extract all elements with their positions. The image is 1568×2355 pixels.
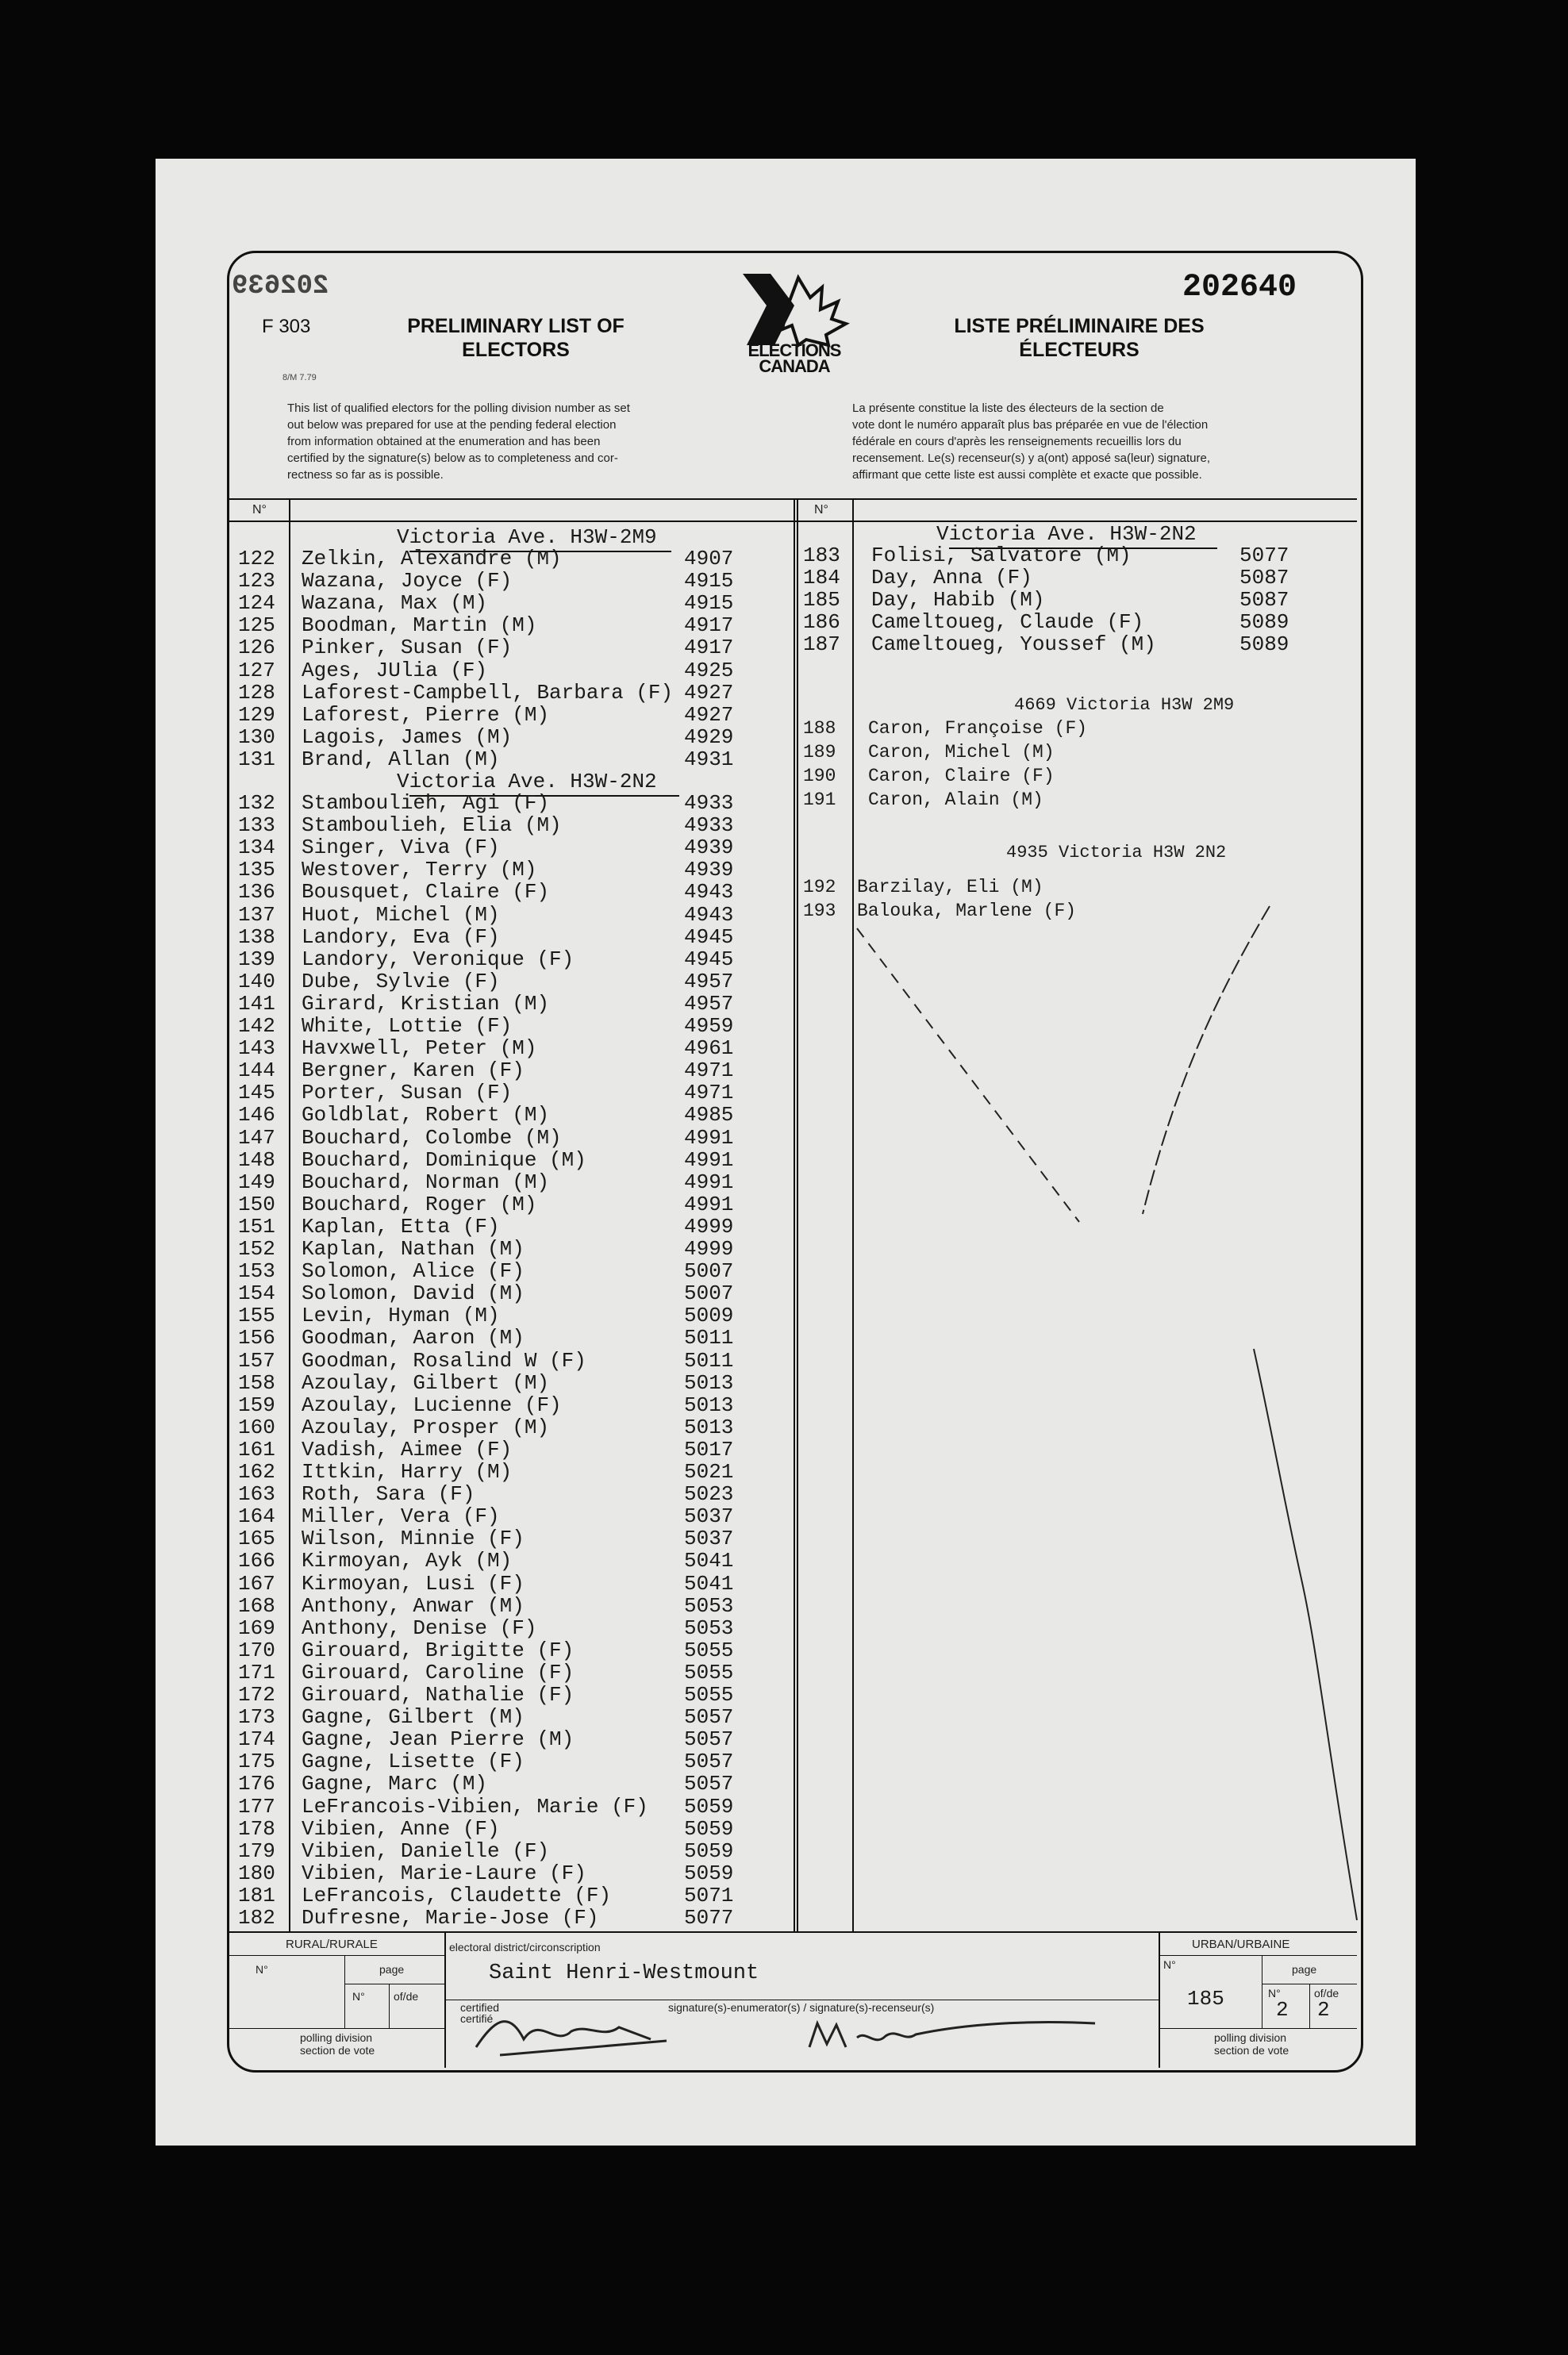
elector-number: 131 <box>238 747 275 771</box>
elector-number: 125 <box>238 613 275 638</box>
elector-address: 5053 <box>684 1593 734 1618</box>
urban-of-value: 2 <box>1317 1998 1330 2022</box>
elector-number: 122 <box>238 547 275 571</box>
elector-name: Huot, Michel (M) <box>302 902 500 927</box>
elector-address: 5077 <box>684 1906 734 1930</box>
elector-name: Caron, Alain (M) <box>868 789 1043 810</box>
elector-number: 151 <box>238 1214 275 1239</box>
elector-name: Vibien, Danielle (F) <box>302 1838 550 1863</box>
elector-address: 4945 <box>684 947 734 971</box>
elector-number: 149 <box>238 1170 275 1194</box>
elector-name: Brand, Allan (M) <box>302 747 500 771</box>
elector-name: Westover, Terry (M) <box>302 858 537 882</box>
elector-number: 158 <box>238 1370 275 1395</box>
elector-address: 5037 <box>684 1504 734 1529</box>
elector-name: Bouchard, Dominique (M) <box>302 1147 586 1172</box>
elector-number: 130 <box>238 724 275 749</box>
elector-address: 5057 <box>684 1727 734 1752</box>
elector-name: Barzilay, Eli (M) <box>857 877 1043 897</box>
elector-name: Stamboulieh, Agi (F) <box>302 791 550 815</box>
elector-name: Goldblat, Robert (M) <box>302 1103 550 1128</box>
elector-number: 193 <box>803 901 836 921</box>
elector-address: 4991 <box>684 1170 734 1194</box>
elector-address: 5007 <box>684 1281 734 1306</box>
elector-address: 5059 <box>684 1816 734 1841</box>
elector-address: 4933 <box>684 791 734 815</box>
elector-name: Azoulay, Prosper (M) <box>302 1415 550 1439</box>
elector-address: 5087 <box>1239 566 1289 590</box>
elector-name: Havxwell, Peter (M) <box>302 1036 537 1061</box>
no-label-right: N° <box>814 503 828 517</box>
note-line: rectness so far as is possible. <box>287 468 444 482</box>
note-line: fédérale en cours d'après les renseignements recueillis lors du <box>852 435 1182 448</box>
elector-number: 165 <box>238 1527 275 1551</box>
elector-name: Azoulay, Gilbert (M) <box>302 1370 550 1395</box>
rural-page-no-label: N° <box>352 1990 365 2003</box>
elector-address: 5041 <box>684 1571 734 1596</box>
elector-address: 5089 <box>1239 610 1289 635</box>
elector-name: Ittkin, Harry (M) <box>302 1460 513 1484</box>
elector-name: Azoulay, Lucienne (F) <box>302 1393 562 1417</box>
urban-of-label: of/de <box>1314 1987 1339 2000</box>
elector-name: Gagne, Lisette (F) <box>302 1750 525 1774</box>
elector-address: 4907 <box>684 547 734 571</box>
elector-address: 5053 <box>684 1615 734 1640</box>
elector-address: 4933 <box>684 813 734 838</box>
elector-name: Goodman, Rosalind W (F) <box>302 1348 586 1373</box>
elector-name: Wazana, Max (M) <box>302 591 488 616</box>
elector-number: 132 <box>238 791 275 815</box>
elector-address: 4927 <box>684 702 734 727</box>
elector-number: 162 <box>238 1460 275 1484</box>
elector-name: Bouchard, Norman (M) <box>302 1170 550 1194</box>
elector-name: Miller, Vera (F) <box>302 1504 500 1529</box>
elector-number: 148 <box>238 1147 275 1172</box>
signature-label: signature(s)-enumerator(s) / signature(s)-recenseur(s) <box>668 2001 935 2014</box>
elector-number: 160 <box>238 1415 275 1439</box>
elector-address: 5055 <box>684 1660 734 1685</box>
elector-name: Kirmoyan, Lusi (F) <box>302 1571 525 1596</box>
elector-number: 185 <box>803 588 840 613</box>
title-fr-line1: LISTE PRÉLIMINAIRE DES <box>954 315 1205 337</box>
elector-number: 168 <box>238 1593 275 1618</box>
elector-number: 147 <box>238 1125 275 1150</box>
elector-name: Dube, Sylvie (F) <box>302 969 500 993</box>
elector-address: 4915 <box>684 591 734 616</box>
elector-number: 137 <box>238 902 275 927</box>
elector-name: Stamboulieh, Elia (M) <box>302 813 562 838</box>
elector-address: 5023 <box>684 1482 734 1507</box>
elector-address: 4991 <box>684 1192 734 1216</box>
urban-page-label: page <box>1292 1963 1317 1976</box>
elector-address: 5059 <box>684 1838 734 1863</box>
certified-label: certified <box>460 2001 500 2014</box>
elector-number: 142 <box>238 1014 275 1038</box>
section-de-vote-right: section de vote <box>1214 2044 1289 2057</box>
elector-name: Wazana, Joyce (F) <box>302 569 513 594</box>
elector-name: Vadish, Aimee (F) <box>302 1437 513 1462</box>
elector-address: 4959 <box>684 1014 734 1038</box>
elector-address: 5055 <box>684 1683 734 1707</box>
elector-number: 182 <box>238 1906 275 1930</box>
urban-no-label: N° <box>1163 1958 1176 1971</box>
elector-address: 4943 <box>684 902 734 927</box>
elector-address: 4999 <box>684 1237 734 1261</box>
elector-address: 4971 <box>684 1058 734 1083</box>
logo-text-2: CANADA <box>759 356 830 376</box>
elector-name: Girouard, Brigitte (F) <box>302 1638 575 1662</box>
elector-number: 152 <box>238 1237 275 1261</box>
elector-name: Vibien, Marie-Laure (F) <box>302 1861 586 1885</box>
elector-number: 190 <box>803 766 836 786</box>
elector-address: 4985 <box>684 1103 734 1128</box>
elector-name: Anthony, Anwar (M) <box>302 1593 525 1618</box>
elector-name: Wilson, Minnie (F) <box>302 1527 525 1551</box>
polling-division-right: polling division <box>1214 2031 1287 2044</box>
elector-name: Gagne, Marc (M) <box>302 1772 488 1796</box>
elector-address: 4915 <box>684 569 734 594</box>
elector-number: 153 <box>238 1259 275 1284</box>
elector-number: 143 <box>238 1036 275 1061</box>
elector-name: LeFrancois-Vibien, Marie (F) <box>302 1794 648 1819</box>
elector-name: Ages, JUlia (F) <box>302 658 488 682</box>
elector-name: Solomon, David (M) <box>302 1281 525 1306</box>
elector-number: 154 <box>238 1281 275 1306</box>
elector-address: 4943 <box>684 880 734 905</box>
elector-name: Solomon, Alice (F) <box>302 1259 525 1284</box>
elector-address: 5077 <box>1239 544 1289 567</box>
elector-name: Roth, Sara (F) <box>302 1482 475 1507</box>
elector-name: Bouchard, Colombe (M) <box>302 1125 562 1150</box>
elector-name: Dufresne, Marie-Jose (F) <box>302 1906 599 1930</box>
elector-number: 179 <box>238 1838 275 1863</box>
elector-number: 177 <box>238 1794 275 1819</box>
elector-number: 186 <box>803 610 840 635</box>
elector-number: 188 <box>803 718 836 739</box>
elector-number: 135 <box>238 858 275 882</box>
rural-of-label: of/de <box>394 1990 419 2003</box>
elector-number: 128 <box>238 680 275 705</box>
note-line: This list of qualified electors for the polling division number as set <box>287 401 630 415</box>
elector-name: Girouard, Nathalie (F) <box>302 1683 575 1707</box>
elector-name: Kaplan, Nathan (M) <box>302 1237 525 1261</box>
rural-page-label: page <box>379 1963 405 1976</box>
elector-number: 170 <box>238 1638 275 1662</box>
elector-name: Lagois, James (M) <box>302 724 513 749</box>
note-line: vote dont le numéro apparaît plus bas préparée en vue de l'élection <box>852 418 1209 432</box>
elector-number: 140 <box>238 969 275 993</box>
elector-name: Caron, Claire (F) <box>868 766 1055 786</box>
elector-address: 5009 <box>684 1304 734 1328</box>
elector-address: 5037 <box>684 1527 734 1551</box>
elector-number: 166 <box>238 1549 275 1573</box>
elector-name: Porter, Susan (F) <box>302 1081 513 1105</box>
title-en-line2: ELECTORS <box>462 339 570 361</box>
urban-page-value: 2 <box>1276 1998 1289 2022</box>
urban-no-value: 185 <box>1187 1987 1224 2011</box>
elector-address: 4925 <box>684 658 734 682</box>
certifie-label: certifié <box>460 2012 494 2025</box>
elector-number: 187 <box>803 632 840 657</box>
elector-number: 127 <box>238 658 275 682</box>
elector-number: 161 <box>238 1437 275 1462</box>
elector-number: 144 <box>238 1058 275 1083</box>
left-street-heading-1: Victoria Ave. H3W-2M9 <box>397 525 657 549</box>
elector-number: 146 <box>238 1103 275 1128</box>
note-line: affirmant que cette liste est aussi complète et exacte que possible. <box>852 468 1202 482</box>
title-fr-line2: ÉLECTEURS <box>1019 339 1139 361</box>
note-line: from information obtained at the enumeration and has been <box>287 435 601 448</box>
elector-number: 139 <box>238 947 275 971</box>
form-code: F 303 <box>262 316 311 337</box>
right-street-heading-2: 4669 Victoria H3W 2M9 <box>1014 695 1235 715</box>
elector-address: 5007 <box>684 1259 734 1284</box>
elector-address: 5057 <box>684 1705 734 1730</box>
elector-number: 136 <box>238 880 275 905</box>
elector-number: 145 <box>238 1081 275 1105</box>
elector-number: 133 <box>238 813 275 838</box>
polling-division-left: polling division <box>300 2031 373 2044</box>
elector-number: 123 <box>238 569 275 594</box>
elector-name: Singer, Viva (F) <box>302 836 500 860</box>
elector-address: 4927 <box>684 680 734 705</box>
elector-number: 169 <box>238 1615 275 1640</box>
elector-name: Landory, Eva (F) <box>302 924 500 949</box>
elector-number: 175 <box>238 1750 275 1774</box>
elector-number: 134 <box>238 836 275 860</box>
elector-address: 5087 <box>1239 588 1289 613</box>
elector-number: 157 <box>238 1348 275 1373</box>
elector-address: 4945 <box>684 924 734 949</box>
elector-number: 173 <box>238 1705 275 1730</box>
elector-number: 141 <box>238 991 275 1016</box>
elector-name: Bergner, Karen (F) <box>302 1058 525 1083</box>
elector-address: 4991 <box>684 1147 734 1172</box>
elector-address: 5059 <box>684 1861 734 1885</box>
elector-number: 181 <box>238 1883 275 1907</box>
elector-name: Caron, Françoise (F) <box>868 718 1088 739</box>
elector-number: 183 <box>803 544 840 567</box>
elector-number: 138 <box>238 924 275 949</box>
elector-name: Bouchard, Roger (M) <box>302 1192 537 1216</box>
elector-address: 4999 <box>684 1214 734 1239</box>
elector-name: Gagne, Gilbert (M) <box>302 1705 525 1730</box>
elector-address: 4917 <box>684 613 734 638</box>
elector-name: Goodman, Aaron (M) <box>302 1326 525 1350</box>
elector-address: 5011 <box>684 1326 734 1350</box>
elector-name: Boodman, Martin (M) <box>302 613 537 638</box>
elector-number: 176 <box>238 1772 275 1796</box>
elector-address: 5055 <box>684 1638 734 1662</box>
elector-address: 4917 <box>684 636 734 660</box>
elector-number: 172 <box>238 1683 275 1707</box>
elector-address: 4961 <box>684 1036 734 1061</box>
district-label: electoral district/circonscription <box>449 1941 601 1954</box>
elector-address: 5013 <box>684 1415 734 1439</box>
elector-address: 5057 <box>684 1750 734 1774</box>
elector-number: 167 <box>238 1571 275 1596</box>
elector-number: 159 <box>238 1393 275 1417</box>
elector-name: Day, Anna (F) <box>871 566 1032 590</box>
elector-name: Cameltoueg, Youssef (M) <box>871 632 1156 657</box>
elector-number: 171 <box>238 1660 275 1685</box>
logo-text-1: ELECTIONS <box>747 340 841 360</box>
elector-address: 4939 <box>684 858 734 882</box>
elector-number: 129 <box>238 702 275 727</box>
elector-name: Folisi, Salvatore (M) <box>871 544 1132 567</box>
elector-number: 174 <box>238 1727 275 1752</box>
elector-number: 150 <box>238 1192 275 1216</box>
note-line: recensement. Le(s) recenseur(s) y a(ont) apposé sa(leur) signature, <box>852 451 1211 465</box>
elector-number: 180 <box>238 1861 275 1885</box>
elector-number: 155 <box>238 1304 275 1328</box>
urban-label: URBAN/URBAINE <box>1192 1938 1290 1951</box>
elector-name: Caron, Michel (M) <box>868 742 1055 763</box>
note-line: certified by the signature(s) below as to completeness and cor- <box>287 451 618 465</box>
elector-address: 5013 <box>684 1370 734 1395</box>
elector-number: 126 <box>238 636 275 660</box>
elector-name: Laforest-Campbell, Barbara (F) <box>302 680 674 705</box>
elector-name: Laforest, Pierre (M) <box>302 702 550 727</box>
rural-no-label: N° <box>256 1963 268 1976</box>
elector-name: Anthony, Denise (F) <box>302 1615 537 1640</box>
left-street-heading-2: Victoria Ave. H3W-2N2 <box>397 770 657 793</box>
elector-name: Day, Habib (M) <box>871 588 1045 613</box>
elector-number: 189 <box>803 742 836 763</box>
elector-address: 5071 <box>684 1883 734 1907</box>
elector-name: Gagne, Jean Pierre (M) <box>302 1727 575 1752</box>
elector-address: 4991 <box>684 1125 734 1150</box>
elector-address: 4957 <box>684 991 734 1016</box>
elector-address: 5017 <box>684 1437 734 1462</box>
district-value: Saint Henri-Westmount <box>489 1961 759 1985</box>
elector-address: 5057 <box>684 1772 734 1796</box>
elector-name: Kirmoyan, Ayk (M) <box>302 1549 513 1573</box>
elector-address: 4971 <box>684 1081 734 1105</box>
elector-number: 163 <box>238 1482 275 1507</box>
elector-number: 178 <box>238 1816 275 1841</box>
elector-number: 192 <box>803 877 836 897</box>
elector-address: 5059 <box>684 1794 734 1819</box>
right-street-heading-1: Victoria Ave. H3W-2N2 <box>936 522 1197 546</box>
elector-name: Bousquet, Claire (F) <box>302 880 550 905</box>
elector-number: 156 <box>238 1326 275 1350</box>
elector-name: Girouard, Caroline (F) <box>302 1660 575 1685</box>
elector-address: 4929 <box>684 724 734 749</box>
elector-address: 5089 <box>1239 632 1289 657</box>
elector-name: Balouka, Marlene (F) <box>857 901 1077 921</box>
elector-name: Vibien, Anne (F) <box>302 1816 500 1841</box>
serial-number: 202640 <box>1182 270 1297 305</box>
serial-mirrored: 202639 <box>232 271 329 302</box>
right-street-heading-3: 4935 Victoria H3W 2N2 <box>1006 843 1227 862</box>
elector-number: 164 <box>238 1504 275 1529</box>
elector-name: Girard, Kristian (M) <box>302 991 550 1016</box>
elector-name: Cameltoueg, Claude (F) <box>871 610 1144 635</box>
elector-name: White, Lottie (F) <box>302 1014 513 1038</box>
elector-address: 5041 <box>684 1549 734 1573</box>
urban-page-no-label: N° <box>1268 1987 1281 2000</box>
elector-name: Landory, Veronique (F) <box>302 947 575 971</box>
no-label-left: N° <box>252 503 267 517</box>
title-en-line1: PRELIMINARY LIST OF <box>407 315 625 337</box>
elector-number: 184 <box>803 566 840 590</box>
rural-label: RURAL/RURALE <box>286 1938 378 1951</box>
elector-address: 5011 <box>684 1348 734 1373</box>
elector-address: 5013 <box>684 1393 734 1417</box>
elector-address: 4939 <box>684 836 734 860</box>
elector-name: Pinker, Susan (F) <box>302 636 513 660</box>
elector-address: 4957 <box>684 969 734 993</box>
elector-name: Kaplan, Etta (F) <box>302 1214 500 1239</box>
elector-name: LeFrancois, Claudette (F) <box>302 1883 612 1907</box>
form-border <box>227 251 1363 2073</box>
note-line: out below was prepared for use at the pending federal election <box>287 418 617 432</box>
elector-name: Zelkin, Alexandre (M) <box>302 547 562 571</box>
note-line: La présente constitue la liste des électeurs de la section de <box>852 401 1164 415</box>
form-small-code: 8/M 7.79 <box>282 373 317 382</box>
section-de-vote-left: section de vote <box>300 2044 375 2057</box>
elector-number: 191 <box>803 789 836 810</box>
elector-name: Levin, Hyman (M) <box>302 1304 500 1328</box>
elector-address: 4931 <box>684 747 734 771</box>
elector-address: 5021 <box>684 1460 734 1484</box>
elector-number: 124 <box>238 591 275 616</box>
